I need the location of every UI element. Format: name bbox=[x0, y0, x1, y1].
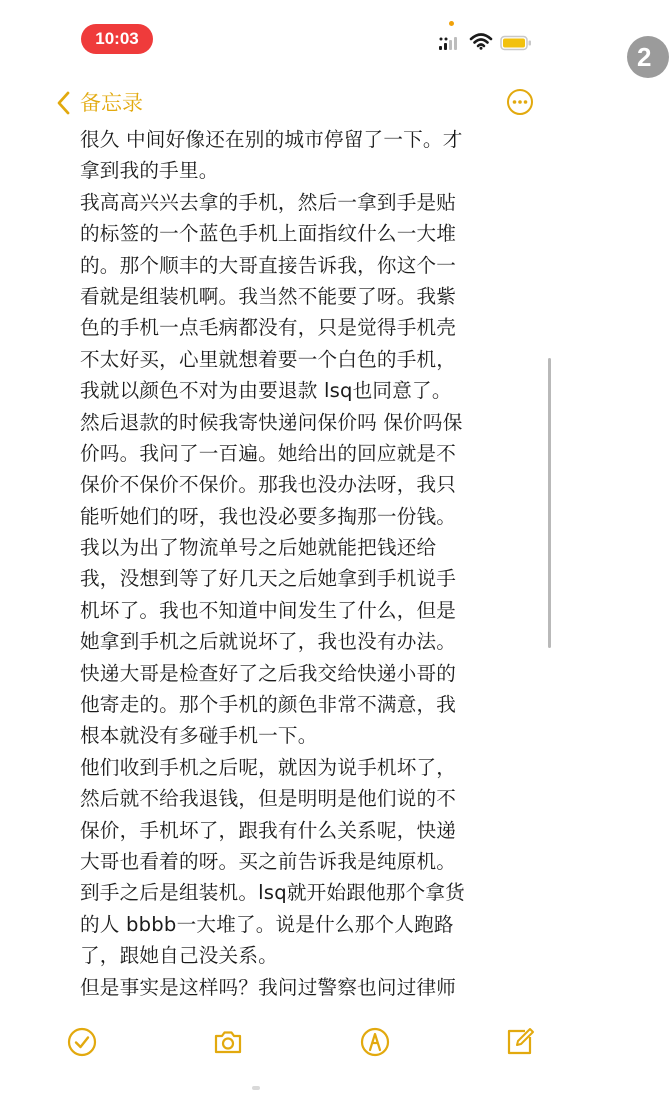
note-line: 了，跟她自己没关系。 bbox=[80, 944, 278, 968]
note-line: 然后就不给我退钱，但是明明是他们说的不 bbox=[80, 787, 457, 811]
checklist-button[interactable] bbox=[66, 1026, 98, 1058]
back-button[interactable] bbox=[56, 86, 143, 120]
camera-button[interactable] bbox=[212, 1026, 244, 1058]
note-line: 我，没想到等了好几天之后她拿到手机说手 bbox=[80, 567, 457, 591]
compose-icon bbox=[503, 1026, 535, 1058]
chevron-left-icon bbox=[56, 91, 70, 115]
wifi-icon bbox=[470, 33, 492, 50]
note-line: 价吗。我问了一百遍。她给出的回应就是不 bbox=[80, 441, 457, 465]
scrollbar-thumb[interactable] bbox=[548, 358, 551, 648]
note-line: 不太好买，心里就想着要一个白色的手机， bbox=[80, 347, 457, 371]
note-line: 的标签的一个蓝色手机上面指纹什么一大堆 bbox=[80, 222, 457, 246]
note-line: 他寄走的。那个手机的颜色非常不满意，我 bbox=[80, 693, 457, 717]
back-button-label: 备忘录 bbox=[80, 91, 143, 115]
note-text-area[interactable] bbox=[80, 124, 520, 1014]
note-line: 的人 bbbb一大堆了。说是什么那个人跑路 bbox=[80, 912, 454, 936]
checklist-icon bbox=[66, 1026, 98, 1058]
note-line: 保价不保价不保价。那我也没办法呀，我只 bbox=[80, 473, 457, 497]
note-line: 根本就没有多碰手机一下。 bbox=[80, 724, 318, 748]
bottom-toolbar bbox=[0, 1022, 647, 1062]
privacy-indicator-dot bbox=[449, 21, 454, 26]
battery-icon bbox=[500, 35, 532, 51]
ellipsis-circle-icon[interactable] bbox=[506, 88, 534, 116]
note-line: 我高高兴兴去拿的手机，然后一拿到手是贴 bbox=[80, 190, 457, 214]
note-line: 大哥也看着的呀。买之前告诉我是纯原机。 bbox=[80, 849, 457, 873]
note-line: 保价，手机坏了，跟我有什么关系呢，快递 bbox=[80, 818, 457, 842]
note-line: 他们收到手机之后呢，就因为说手机坏了， bbox=[80, 755, 457, 779]
note-line: 我就以颜色不对为由要退款 lsq也同意了。 bbox=[80, 379, 452, 403]
note-line: 机坏了。我也不知道中间发生了什么，但是 bbox=[80, 598, 457, 622]
note-line: 到手之后是组装机。lsq就开始跟他那个拿货 bbox=[80, 881, 465, 905]
notification-badge: 2 bbox=[627, 36, 669, 78]
markup-pen-icon bbox=[359, 1026, 391, 1058]
note-line: 看就是组装机啊。我当然不能要了呀。我紫 bbox=[80, 284, 457, 308]
note-line: 能听她们的呀，我也没必要多掏那一份钱。 bbox=[80, 504, 457, 528]
note-line: 她拿到手机之后就说坏了，我也没有办法。 bbox=[80, 630, 457, 654]
status-time[interactable]: 10:03 bbox=[81, 24, 153, 54]
compose-button[interactable] bbox=[503, 1026, 535, 1058]
status-bar bbox=[0, 0, 652, 78]
note-line: 色的手机一点毛病都没有，只是觉得手机壳 bbox=[80, 316, 457, 340]
camera-icon bbox=[212, 1026, 244, 1058]
note-line: 拿到我的手里。 bbox=[80, 159, 219, 183]
note-line: 我以为出了物流单号之后她就能把钱还给 bbox=[80, 536, 437, 560]
markup-button[interactable] bbox=[359, 1026, 391, 1058]
navigation-bar bbox=[0, 80, 647, 126]
note-line: 的。那个顺丰的大哥直接告诉我，你这个一 bbox=[80, 253, 457, 277]
cellular-signal-icon bbox=[438, 36, 464, 51]
home-indicator bbox=[252, 1086, 260, 1090]
note-line: 然后退款的时候我寄快递问保价吗 保价吗保 bbox=[80, 410, 463, 434]
note-line: 但是事实是这样吗？我问过警察也问过律师 bbox=[80, 975, 457, 999]
note-line: 快递大哥是检查好了之后我交给快递小哥的 bbox=[80, 661, 457, 685]
note-line: 很久 中间好像还在别的城市停留了一下。才 bbox=[80, 128, 463, 151]
